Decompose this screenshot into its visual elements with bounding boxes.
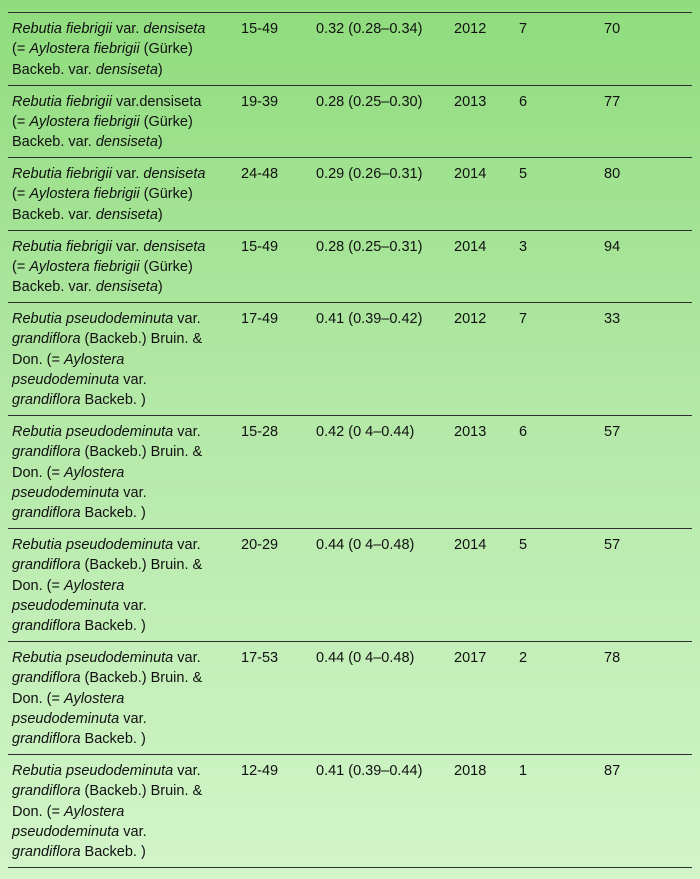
mean-cell: 0.44 (0 4–0.48) xyxy=(316,537,415,553)
year-cell: 2014 xyxy=(454,537,487,553)
taxon-cell xyxy=(8,237,241,303)
percent-cell: 80 xyxy=(604,166,621,182)
taxon-line xyxy=(12,309,241,329)
taxon-line xyxy=(12,463,241,483)
taxon-line xyxy=(12,370,241,390)
taxon-text-segment: Backeb. var. xyxy=(12,134,96,151)
taxon-italic-segment: pseudodeminuta xyxy=(12,597,120,614)
taxon-text-segment: (Gürke) xyxy=(139,186,193,203)
range-cell: 15-28 xyxy=(241,424,279,440)
taxon-line xyxy=(12,689,241,709)
table-row xyxy=(8,529,692,642)
taxon-italic-segment: grandiflora xyxy=(12,392,81,409)
range-cell: 15-49 xyxy=(241,238,279,255)
taxon-text-segment: var. xyxy=(119,823,147,840)
percent-cell: 77 xyxy=(604,93,621,110)
count-cell: 6 xyxy=(519,424,528,440)
percent-cell: 87 xyxy=(604,763,621,779)
taxon-cell xyxy=(8,92,241,158)
year-cell: 2013 xyxy=(454,424,487,440)
range-cell: 20-29 xyxy=(241,537,279,553)
taxon-line xyxy=(12,616,241,636)
taxon-text-segment: Backeb. var. xyxy=(12,279,96,296)
taxon-italic-segment: Aylostera xyxy=(63,577,125,594)
taxon-text-segment: ) xyxy=(157,279,163,296)
taxon-italic-segment: densiseta xyxy=(143,21,206,37)
taxon-line xyxy=(12,668,241,688)
year-cell: 2014 xyxy=(454,166,487,182)
taxon-italic-segment: densiseta xyxy=(143,166,206,182)
percent-cell: 70 xyxy=(604,21,621,37)
table-row xyxy=(8,158,692,231)
taxon-line xyxy=(12,503,241,523)
taxon-text-segment: Don. (= xyxy=(12,351,64,368)
taxon-italic-segment: pseudodeminuta xyxy=(12,484,120,501)
taxon-line xyxy=(12,132,241,152)
taxon-text-segment: (= xyxy=(12,186,30,203)
table-row xyxy=(8,303,692,416)
taxon-cell xyxy=(8,761,241,867)
taxon-text-segment: Backeb. ) xyxy=(80,505,146,522)
mean-cell: 0.41 (0.39–0.42) xyxy=(316,311,423,327)
taxon-text-segment: var. xyxy=(119,371,147,388)
taxon-line xyxy=(12,442,241,462)
taxon-text-segment: var. xyxy=(111,238,144,255)
taxon-line xyxy=(12,576,241,596)
count-cell: 6 xyxy=(519,93,528,110)
taxon-italic-segment: Rebutia pseudodeminuta xyxy=(12,537,174,553)
taxon-text-segment: Backeb. ) xyxy=(80,618,146,635)
range-cell: 19-39 xyxy=(241,93,279,110)
taxon-italic-segment: Rebutia fiebrigii xyxy=(12,21,112,37)
taxon-italic-segment: Aylostera fiebrigii xyxy=(29,41,140,58)
taxon-italic-segment: Aylostera xyxy=(63,464,125,481)
year-cell: 2017 xyxy=(454,650,487,666)
taxon-text-segment: Backeb. ) xyxy=(80,844,146,861)
taxon-text-segment: var. xyxy=(173,650,201,666)
count-cell: 7 xyxy=(519,21,528,37)
taxon-text-segment: Don. (= xyxy=(12,464,64,481)
taxon-italic-segment: Aylostera xyxy=(63,351,125,368)
taxon-italic-segment: Aylostera xyxy=(63,803,125,820)
taxon-text-segment: var. xyxy=(119,597,147,614)
mean-cell: 0.29 (0.26–0.31) xyxy=(316,166,423,182)
taxon-text-segment: var. xyxy=(111,21,144,37)
mean-cell: 0.41 (0.39–0.44) xyxy=(316,763,423,779)
taxon-italic-segment: pseudodeminuta xyxy=(12,710,120,727)
table-row xyxy=(8,86,692,159)
percent-cell: 78 xyxy=(604,650,621,666)
taxon-text-segment: (Backeb.) Bruin. & xyxy=(80,557,203,574)
taxon-italic-segment: Aylostera fiebrigii xyxy=(29,186,140,203)
taxon-text-segment: (Gürke) xyxy=(139,113,193,130)
range-cell: 24-48 xyxy=(241,166,279,182)
taxon-italic-segment: Rebutia pseudodeminuta xyxy=(12,311,174,327)
taxon-italic-segment: densiseta xyxy=(95,134,158,151)
taxon-italic-segment: grandiflora xyxy=(12,783,81,800)
taxon-line xyxy=(12,802,241,822)
taxon-italic-segment: grandiflora xyxy=(12,444,81,461)
taxon-line xyxy=(12,60,241,80)
taxon-line xyxy=(12,19,241,39)
taxon-italic-segment: grandiflora xyxy=(12,731,81,748)
taxon-line xyxy=(12,237,241,257)
taxon-cell xyxy=(8,648,241,754)
taxon-cell xyxy=(8,422,241,528)
percent-cell: 57 xyxy=(604,424,621,440)
taxon-italic-segment: densiseta xyxy=(95,61,158,78)
count-cell: 5 xyxy=(519,166,528,182)
taxon-italic-segment: grandiflora xyxy=(12,844,81,861)
taxon-text-segment: var. xyxy=(173,424,201,440)
taxon-line xyxy=(12,39,241,59)
percent-cell: 57 xyxy=(604,537,621,553)
taxon-italic-segment: pseudodeminuta xyxy=(12,371,120,388)
taxon-line xyxy=(12,257,241,277)
taxon-text-segment: (Backeb.) Bruin. & xyxy=(80,670,203,687)
count-cell: 2 xyxy=(519,650,528,666)
taxon-italic-segment: grandiflora xyxy=(12,670,81,687)
taxon-text-segment: var. xyxy=(173,763,201,779)
year-cell: 2013 xyxy=(454,93,487,110)
taxon-cell xyxy=(8,164,241,230)
taxon-text-segment: Don. (= xyxy=(12,803,64,820)
year-cell: 2014 xyxy=(454,238,487,255)
taxon-line xyxy=(12,761,241,781)
taxon-cell xyxy=(8,19,241,85)
taxon-line xyxy=(12,483,241,503)
taxon-line xyxy=(12,390,241,410)
taxon-line xyxy=(12,422,241,442)
taxon-italic-segment: Rebutia pseudodeminuta xyxy=(12,424,174,440)
taxon-italic-segment: grandiflora xyxy=(12,505,81,522)
taxon-text-segment: (Backeb.) Bruin. & xyxy=(80,783,203,800)
table-row xyxy=(8,642,692,755)
mean-cell: 0.28 (0.25–0.30) xyxy=(316,93,423,110)
taxon-line xyxy=(12,205,241,225)
taxon-italic-segment: Aylostera xyxy=(63,690,125,707)
range-cell: 17-49 xyxy=(241,311,279,327)
count-cell: 1 xyxy=(519,763,528,779)
year-cell: 2012 xyxy=(454,21,487,37)
taxon-text-segment: (Backeb.) Bruin. & xyxy=(80,331,203,348)
table-row xyxy=(8,231,692,304)
taxon-text-segment: (= xyxy=(12,113,30,130)
taxon-line xyxy=(12,596,241,616)
taxon-italic-segment: grandiflora xyxy=(12,618,81,635)
taxon-text-segment: Backeb. ) xyxy=(80,392,146,409)
taxon-text-segment: ) xyxy=(157,134,163,151)
taxon-line xyxy=(12,164,241,184)
taxon-text-segment: var.densiseta xyxy=(111,93,202,110)
taxon-text-segment: Backeb. var. xyxy=(12,61,96,78)
data-table xyxy=(8,12,692,868)
taxon-line xyxy=(12,277,241,297)
taxon-line xyxy=(12,535,241,555)
taxon-line xyxy=(12,92,241,112)
taxon-line xyxy=(12,555,241,575)
count-cell: 7 xyxy=(519,311,528,327)
taxon-line xyxy=(12,648,241,668)
taxon-text-segment: Backeb. var. xyxy=(12,206,96,223)
taxon-italic-segment: Aylostera fiebrigii xyxy=(29,258,140,275)
taxon-text-segment: var. xyxy=(119,710,147,727)
taxon-text-segment: var. xyxy=(119,484,147,501)
taxon-text-segment: var. xyxy=(173,311,201,327)
mean-cell: 0.44 (0 4–0.48) xyxy=(316,650,415,666)
taxon-text-segment: ) xyxy=(157,206,163,223)
taxon-cell xyxy=(8,309,241,415)
taxon-italic-segment: Rebutia pseudodeminuta xyxy=(12,650,174,666)
table-row xyxy=(8,13,692,86)
taxon-text-segment: (Gürke) xyxy=(139,258,193,275)
range-cell: 17-53 xyxy=(241,650,279,666)
taxon-text-segment: Don. (= xyxy=(12,577,64,594)
table-row xyxy=(8,755,692,868)
taxon-line xyxy=(12,729,241,749)
taxon-cell xyxy=(8,535,241,641)
year-cell: 2012 xyxy=(454,311,487,327)
taxon-line xyxy=(12,842,241,862)
mean-cell: 0.42 (0 4–0.44) xyxy=(316,424,415,440)
taxon-line xyxy=(12,709,241,729)
range-cell: 12-49 xyxy=(241,763,279,779)
taxon-italic-segment: densiseta xyxy=(95,279,158,296)
taxon-text-segment: var. xyxy=(173,537,201,553)
taxon-line xyxy=(12,184,241,204)
taxon-line xyxy=(12,350,241,370)
taxon-text-segment: (= xyxy=(12,41,30,58)
year-cell: 2018 xyxy=(454,763,487,779)
range-cell: 15-49 xyxy=(241,21,279,37)
taxon-italic-segment: Aylostera fiebrigii xyxy=(29,113,140,130)
taxon-line xyxy=(12,329,241,349)
count-cell: 3 xyxy=(519,238,528,255)
mean-cell: 0.32 (0.28–0.34) xyxy=(316,21,423,37)
taxon-italic-segment: Rebutia pseudodeminuta xyxy=(12,763,174,779)
taxon-italic-segment: pseudodeminuta xyxy=(12,823,120,840)
percent-cell: 94 xyxy=(604,238,621,255)
taxon-italic-segment: Rebutia fiebrigii xyxy=(12,93,112,110)
taxon-italic-segment: densiseta xyxy=(95,206,158,223)
taxon-text-segment: Backeb. ) xyxy=(80,731,146,748)
taxon-text-segment: (Backeb.) Bruin. & xyxy=(80,444,203,461)
taxon-line xyxy=(12,822,241,842)
taxon-italic-segment: densiseta xyxy=(143,238,206,255)
taxon-line xyxy=(12,781,241,801)
taxon-italic-segment: Rebutia fiebrigii xyxy=(12,166,112,182)
taxon-text-segment: (Gürke) xyxy=(139,41,193,58)
count-cell: 5 xyxy=(519,537,528,553)
taxon-line xyxy=(12,112,241,132)
taxon-italic-segment: grandiflora xyxy=(12,557,81,574)
taxon-text-segment: ) xyxy=(157,61,163,78)
table-row xyxy=(8,416,692,529)
mean-cell: 0.28 (0.25–0.31) xyxy=(316,238,423,255)
taxon-italic-segment: Rebutia fiebrigii xyxy=(12,238,112,255)
taxon-text-segment: Don. (= xyxy=(12,690,64,707)
taxon-text-segment: var. xyxy=(111,166,144,182)
taxon-text-segment: (= xyxy=(12,258,30,275)
taxon-italic-segment: grandiflora xyxy=(12,331,81,348)
percent-cell: 33 xyxy=(604,311,621,327)
